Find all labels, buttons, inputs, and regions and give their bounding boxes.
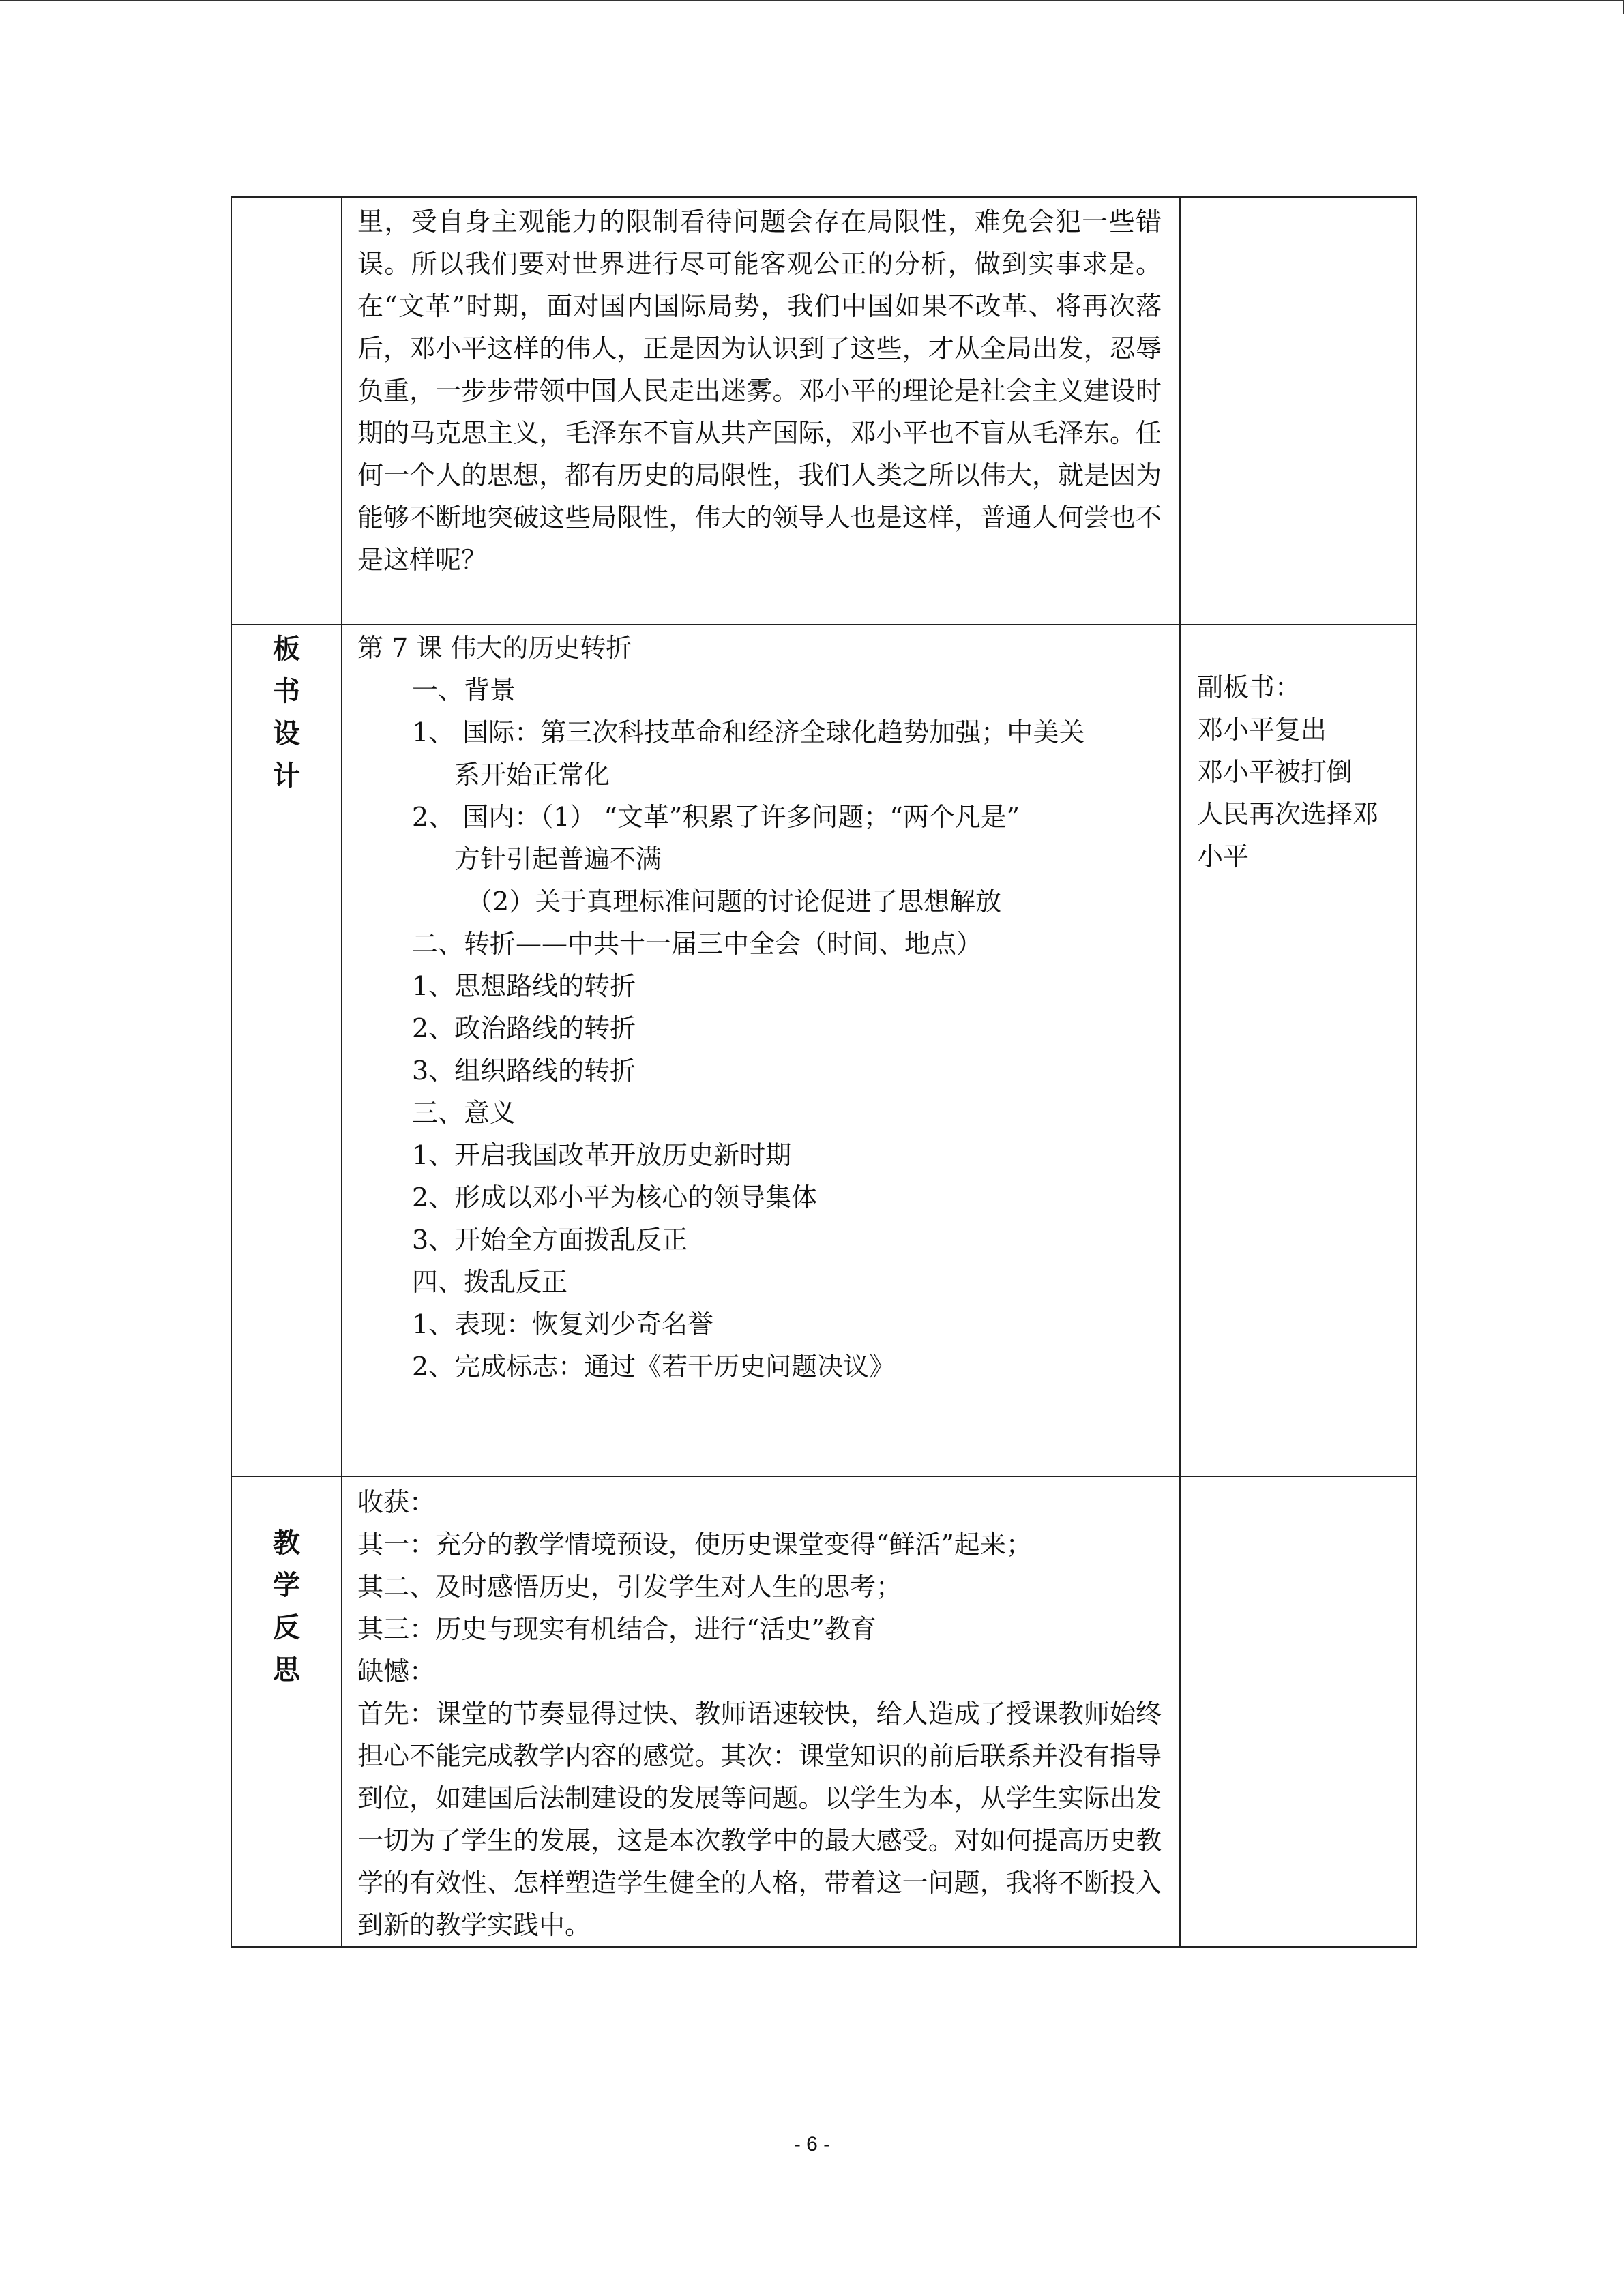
board-design-label-cell bbox=[231, 625, 342, 1476]
board-design-label-char: 计 bbox=[273, 760, 300, 792]
gain-item: 其三：历史与现实有机结合，进行“活史”教育 bbox=[357, 1614, 876, 1644]
outline-item-continued: 方针引起普遍不满 bbox=[454, 844, 662, 874]
side-board-line: 人民再次选择邓 bbox=[1197, 799, 1379, 829]
gain-item: 其一：充分的教学情境预设，使历史课堂变得“鲜活”起来； bbox=[357, 1530, 1032, 1560]
outline-item: 1、思想路线的转折 bbox=[412, 971, 636, 1001]
section-heading: 四、拨乱反正 bbox=[412, 1267, 568, 1297]
outline-item: 3、开始全方面拨乱反正 bbox=[412, 1225, 688, 1255]
outline-item: 2、政治路线的转折 bbox=[412, 1013, 636, 1043]
outline-item: 1、表现：恢复刘少奇名誉 bbox=[412, 1309, 714, 1339]
side-board-cell bbox=[1180, 625, 1417, 1476]
empty-label-cell bbox=[231, 197, 342, 625]
side-board-line: 邓小平被打倒 bbox=[1197, 757, 1353, 787]
top-content-cell bbox=[342, 197, 1180, 625]
side-board-line: 小平 bbox=[1197, 841, 1250, 871]
outline-item: 2、形成以邓小平为核心的领导集体 bbox=[412, 1182, 818, 1212]
outline-item: 1、开启我国改革开放历史新时期 bbox=[412, 1140, 792, 1170]
page-top-border bbox=[0, 0, 1624, 1]
lesson-plan-table bbox=[231, 196, 1417, 1948]
reflection-content-cell bbox=[342, 1476, 1180, 1947]
gain-item: 其二、及时感悟历史，引发学生对人生的思考； bbox=[357, 1572, 902, 1602]
outline-item-continued: 系开始正常化 bbox=[454, 760, 610, 790]
outline-subitem: （2）关于真理标准问题的讨论促进了思想解放 bbox=[467, 886, 1002, 916]
board-design-label-char: 书 bbox=[273, 675, 300, 707]
reflection-label-char: 反 bbox=[273, 1611, 300, 1643]
table-row-board-design bbox=[231, 625, 1417, 1476]
outline-item: 3、组织路线的转折 bbox=[412, 1056, 636, 1086]
gain-title: 收获： bbox=[357, 1487, 436, 1517]
page-number: - 6 - bbox=[793, 2133, 831, 2156]
table-row-reflection bbox=[231, 1476, 1417, 1947]
reflection-label-char: 学 bbox=[273, 1569, 300, 1601]
side-board-line: 邓小平复出 bbox=[1197, 715, 1327, 745]
regret-title: 缺憾： bbox=[357, 1656, 436, 1686]
regret-paragraph: 首先：课堂的节奏显得过快、教师语速较快，给人造成了授课教师始终担心不能完成教学内容的感觉。其次：课堂知识的前后联系并没有指导到位，如建国后法制建设的发展等问题。以学生为本，从学生实际出发一切为了学生的发展，这是本次教学中的最大感受。对如何提高历史教学的有效性、怎样塑造学生健全的人格，带着这一问题，我将不断投入到新的教学实践中。 bbox=[357, 1699, 1162, 1940]
side-board-title: 副板书： bbox=[1197, 672, 1301, 702]
section-heading: 一、背景 bbox=[412, 675, 516, 705]
table-row-top bbox=[231, 197, 1417, 625]
board-design-label-char: 设 bbox=[273, 717, 300, 749]
reflection-label-char: 思 bbox=[273, 1654, 300, 1686]
reflection-label-cell bbox=[231, 1476, 342, 1947]
outline-item: 2、完成标志：通过《若干历史问题决议》 bbox=[412, 1352, 896, 1382]
section-heading: 三、意义 bbox=[412, 1098, 516, 1128]
board-design-label-char: 板 bbox=[273, 633, 300, 665]
empty-side-cell bbox=[1180, 1476, 1417, 1947]
top-paragraph: 里，受自身主观能力的限制看待问题会存在局限性，难免会犯一些错误。所以我们要对世界进行尽可能客观公正的分析，做到实事求是。在“文革”时期，面对国内国际局势，我们中国如果不改革、将再次落后，邓小平这样的伟人，正是因为认识到了这些，才从全局出发，忍辱负重，一步步带领中国人民走出迷雾。邓小平的理论是社会主义建设时期的马克思主义，毛泽东不盲从共产国际，邓小平也不盲从毛泽东。任何一个人的思想，都有历史的局限性，我们人类之所以伟大，就是因为能够不断地突破这些局限性，伟大的领导人也是这样，普通人何尝也不是这样呢？ bbox=[357, 207, 1162, 575]
outline-item: 2、 国内：（1） “文革”积累了许多问题；“两个凡是” bbox=[412, 802, 1020, 832]
outline-item: 1、 国际：第三次科技革命和经济全球化趋势加强；中美关 bbox=[412, 717, 1085, 747]
reflection-label-char: 教 bbox=[273, 1527, 300, 1559]
empty-side-cell bbox=[1180, 197, 1417, 625]
board-design-content-cell bbox=[342, 625, 1180, 1476]
lesson-title: 第 7 课 伟大的历史转折 bbox=[357, 633, 632, 663]
section-heading: 二、转折——中共十一届三中全会（时间、地点） bbox=[412, 929, 983, 959]
